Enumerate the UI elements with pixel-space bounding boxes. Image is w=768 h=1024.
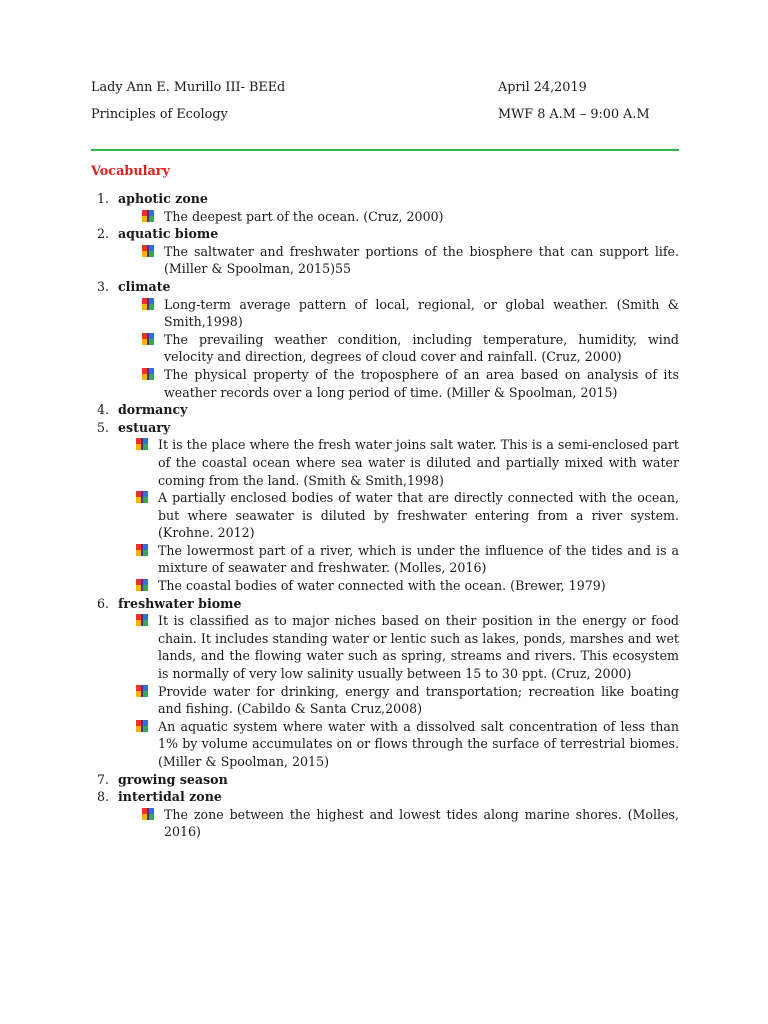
four-color-square-bullet-icon: [142, 808, 154, 820]
definition-item: [118, 718, 679, 771]
definition-text: The prevailing weather condition, including temperature, humidity, wind velocity and direction, degrees of cloud cover and rainfall. (Cruz, 2000): [164, 331, 679, 365]
class-schedule: MWF 8 A.M – 9:00 A.M: [498, 107, 650, 122]
definition-item: [118, 331, 679, 366]
vocabulary-item: [91, 788, 679, 841]
item-number: 3.: [97, 278, 110, 294]
term-heading: aphotic zone: [118, 191, 208, 206]
definition-text: A partially enclosed bodies of water that are directly connected with the ocean, but where seawater is diluted by freshwater entering from a river system. (Krohne. 2012): [158, 490, 679, 541]
term-heading: aquatic biome: [118, 226, 219, 242]
definition-item: [118, 683, 679, 718]
definition-item: [118, 296, 679, 331]
vocabulary-item: [91, 401, 679, 419]
four-color-square-bullet-icon: [136, 491, 148, 503]
section-title: Vocabulary: [91, 164, 170, 179]
vocabulary-item: [91, 278, 679, 401]
definition-item: [118, 436, 679, 489]
header-line-2: [91, 107, 678, 122]
header-line-1: [91, 80, 678, 95]
vocabulary-item: [91, 595, 679, 771]
item-number: 2.: [97, 226, 110, 242]
definition-item: [118, 366, 679, 401]
four-color-square-bullet-icon: [136, 685, 148, 697]
four-color-square-bullet-icon: [142, 368, 154, 380]
vocabulary-item: [91, 771, 679, 789]
vocabulary-item: [91, 190, 679, 225]
definition-list: [118, 243, 679, 278]
four-color-square-bullet-icon: [142, 245, 154, 257]
definition-text: The saltwater and freshwater portions of the biosphere that can support life. (Miller & Spoolman, 2015)55: [164, 243, 679, 277]
definition-text: Provide water for drinking, energy and transportation; recreation like boating and fishing. (Cabildo & Santa Cruz,2008): [158, 683, 679, 717]
four-color-square-bullet-icon: [136, 614, 148, 626]
item-number: 4.: [97, 402, 110, 418]
item-number: 6.: [97, 595, 110, 611]
four-color-square-bullet-icon: [136, 438, 148, 450]
vocabulary-item: [91, 419, 679, 595]
definition-item: [118, 489, 679, 542]
definition-list: [118, 436, 679, 594]
item-number: 7.: [97, 771, 110, 787]
term-heading: estuary: [118, 419, 171, 435]
header-divider: [91, 149, 679, 151]
term-heading: growing season: [118, 771, 228, 787]
definition-item: [118, 612, 679, 682]
term-heading: climate: [118, 278, 171, 294]
four-color-square-bullet-icon: [136, 544, 148, 556]
definition-text: An aquatic system where water with a dissolved salt concentration of less than 1% by volume accumulates on or flows through the surface of terrestrial biomes. (Miller & Spoolman, 2015): [158, 718, 679, 769]
definition-text: Long-term average pattern of local, regional, or global weather. (Smith & Smith,1998): [164, 296, 679, 330]
course-name: Principles of Ecology: [91, 107, 228, 122]
item-number: 5.: [97, 419, 110, 435]
four-color-square-bullet-icon: [142, 333, 154, 345]
definition-text: It is classified as to major niches based on their position in the energy or food chain. It includes standing water or lentic such as lakes, ponds, marshes and wet lands, and the flowing water such as spring, streams and rivers. This ecosystem is normally of very low salinity usually between 15 to 30 ppt. (Cruz, 2000): [158, 613, 679, 682]
definition-text: The coastal bodies of water connected with the ocean. (Brewer, 1979): [158, 578, 606, 594]
vocabulary-item: [91, 225, 679, 278]
definition-list: [118, 208, 679, 226]
author-name: Lady Ann E. Murillo III- BEEd: [91, 80, 286, 95]
item-number: 8.: [97, 789, 110, 805]
definition-text: It is the place where the fresh water joins salt water. This is a semi-enclosed part of the coastal ocean where sea water is diluted and partially mixed with water coming from the land. (Smith & Smith,1998): [158, 437, 679, 488]
four-color-square-bullet-icon: [136, 720, 148, 732]
definition-text: The zone between the highest and lowest tides along marine shores. (Molles, 2016): [164, 806, 679, 840]
definition-text: The lowermost part of a river, which is under the influence of the tides and is a mixture of seawater and freshwater. (Molles, 2016): [158, 542, 679, 576]
definition-list: [118, 806, 679, 841]
four-color-square-bullet-icon: [136, 579, 148, 591]
definition-item: [118, 577, 679, 595]
definition-item: [118, 806, 679, 841]
term-heading: freshwater biome: [118, 595, 242, 611]
term-heading: intertidal zone: [118, 789, 222, 805]
definition-text: The deepest part of the ocean. (Cruz, 2000): [164, 208, 444, 224]
definition-list: [118, 296, 679, 402]
item-number: 1.: [97, 191, 110, 206]
document-date: April 24,2019: [498, 80, 587, 95]
definition-item: [118, 243, 679, 278]
definition-item: [118, 542, 679, 577]
vocabulary-list: [91, 190, 679, 841]
term-heading: dormancy: [118, 402, 188, 418]
four-color-square-bullet-icon: [142, 210, 154, 222]
definition-item: [118, 208, 679, 226]
four-color-square-bullet-icon: [142, 298, 154, 310]
definition-text: The physical property of the troposphere of an area based on analysis of its weather records over a long period of time. (Miller & Spoolman, 2015): [164, 366, 679, 400]
definition-list: [118, 612, 679, 770]
